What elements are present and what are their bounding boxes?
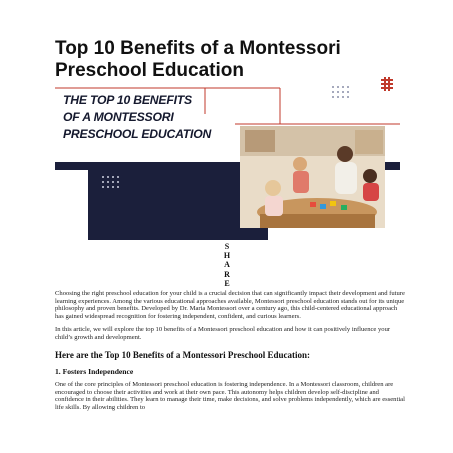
share-letter: R [224, 269, 230, 279]
share-letter: S [224, 242, 230, 251]
share-label[interactable] [222, 242, 232, 288]
benefit-paragraph: One of the core principles of Montessori preschool education is fostering independence. In a Montessori classroom, children are encouraged to choose their activities and work at their own pace. This autonomy helps children develop self-discipline and confidence in their abilities. They learn to manage their time, make decisions, and solve problems independently, which are essential life skills. By allowing children to [55, 381, 405, 411]
banner-heading [63, 92, 223, 143]
share-letter: A [224, 260, 230, 270]
article-title: Top 10 Benefits of a Montessori Preschool Education [55, 38, 341, 81]
classroom-photo [240, 126, 385, 228]
banner-heading-line: OF A MONTESSORI [63, 110, 174, 124]
brand-logo-icon [381, 77, 393, 91]
dot-grid-top [332, 86, 349, 98]
intro-paragraph: In this article, we will explore the top 10 benefits of a Montessori preschool education and how it can positively influence your child’s growth and development. [55, 326, 391, 341]
section-heading: Here are the Top 10 Benefits of a Montessori Preschool Education: [55, 350, 310, 360]
banner-heading-line: THE TOP 10 BENEFITS [63, 93, 192, 107]
share-letter: E [224, 278, 230, 288]
intro-paragraph: Choosing the right preschool education for your child is a crucial decision that can significantly impact their development and future learning experiences. Among the various educational approaches available, Montessori preschool education stands out for its unique philosophy and proven benefits. Developed by Dr. Maria Montessori over a century ago, this child-centered educational approach has gained widespread recognition for fostering independent, confident, and curious learners. [55, 290, 405, 320]
share-letter: H [223, 251, 231, 261]
benefit-heading: 1. Fosters Independence [55, 367, 134, 376]
banner-heading-line: PRESCHOOL EDUCATION [63, 127, 212, 141]
